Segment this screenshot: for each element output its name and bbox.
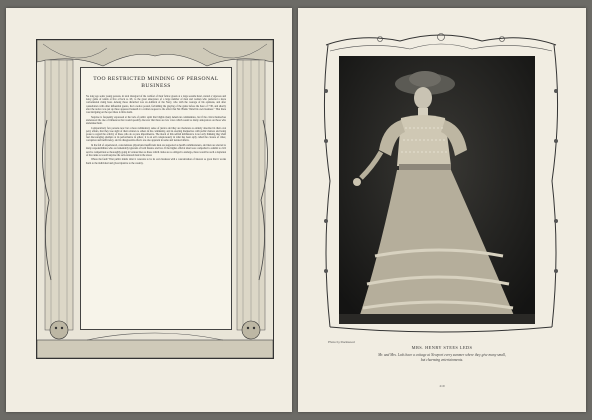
- article-paragraph: Where the fault? That public minds what it concerns to be its own business with a concentration of interest so great that it works harm to the individual and gives injustice to the country.: [86, 158, 226, 165]
- article-title-line-2: BUSINESS: [141, 83, 171, 89]
- article-body: [86, 95, 226, 165]
- left-page: [6, 8, 292, 412]
- woman-in-lace-dress-portrait: [339, 56, 535, 324]
- article-paragraph: Comparatively few persons now but a more rudimentary sense of justice and they are moderate as entirely absorbed in their own petty affairs, that they lose sight of their relation to others in the community, and in exerting themselves with public matters and being prone to regard the activity of those who do as pure impertinence. The moral of this selfish indifference is not only thinking they shall feel discouraging attempts at its performance in others; it is an evil conspicuously in what has been aptly called the closure of cities; corruption and inefficiency, and its disagreeable effects are also apparent in some and isolated affairs.: [86, 126, 226, 143]
- photo-credit: Photo by Rockwood: [328, 340, 355, 344]
- article-paragraph: No long ago some young persons, in total disregard of the comfort of their fellow guests at a large seaside hotel, started a vigorous and noisy game of tennis at five o'clock A. M.; to the great annoyance of a large number of men and women who preferred a more conventional rising hour. Among those disturbed was an Admiral of the Navy, who with the courage of his opinions, and after consultation with other influential guests, had a notice posted, forbidding the playing of the game before the hour of 7:30, and shortly after the notice was put up three appeared beneath it a written request to the effect that Mr. Blank "mind his own business." That there was intriguing on the spot there is little doubt.: [86, 95, 226, 114]
- ornamental-frame: [36, 39, 274, 359]
- article-text-panel: [80, 67, 232, 330]
- photo-plate-frame: [320, 31, 562, 337]
- caption-text: Mr. and Mrs. Leds have a cottage at Newport every summer where they give many small, but charming entertainments.: [378, 353, 506, 362]
- article-paragraph: Surprise is frequently expressed at the lack of public spirit that blights many American communities, but if the critics themselves understood the rise of influences that would speedily discover that there are few votes which sound as many annoyances on those who undertake them.: [86, 115, 226, 125]
- article-paragraph: In the full of experienced, conscientious physicians insufficient men are supported as health commissioners, and men are elected to many responsibilities who are lamentably ignorant of both finance and law. If the higher official ideal were compelled to submit to civil service competition so thoroughly going in various lines as those which clerks are so obliged to undergo, there would be such a depletion of the ranks as would surprise the self-centered man in the street.: [86, 144, 226, 157]
- page-number: 219: [439, 384, 445, 388]
- article-title-line-1: TOO RESTRICTED MINDING OF PERSONAL: [93, 76, 219, 82]
- article-title: [86, 76, 226, 90]
- caption-name: MRS. HENRY STEES LEDS: [411, 345, 473, 350]
- portrait-photograph: [339, 56, 535, 324]
- right-page: [298, 8, 586, 412]
